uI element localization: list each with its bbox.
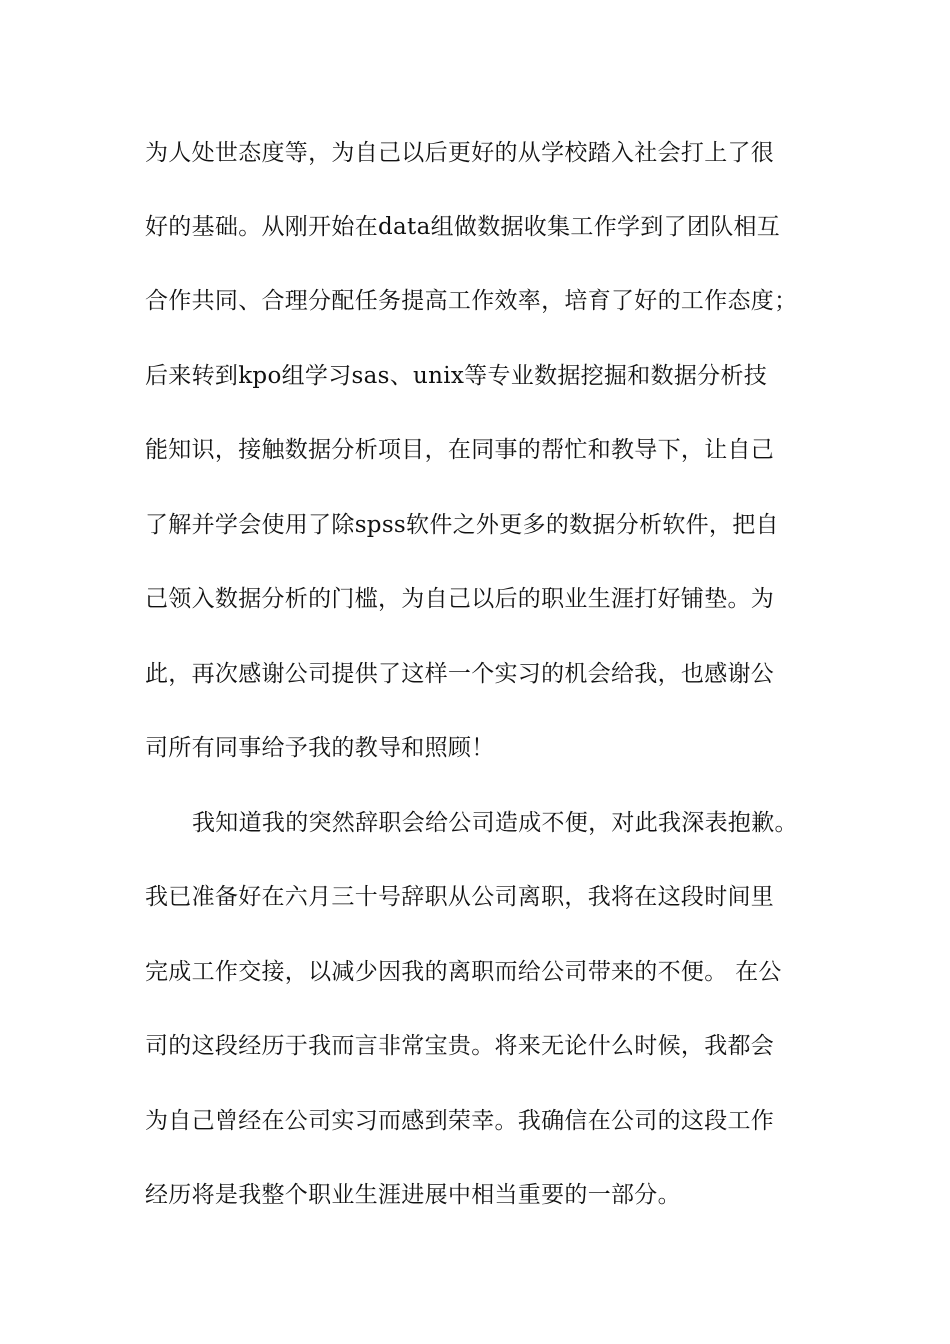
- text-line-10: 我知道我的突然辞职会给公司造成不便，对此我深表抱歉。: [192, 810, 798, 836]
- text-line-8: 此，再次感谢公司提供了这样一个实习的机会给我，也感谢公: [145, 661, 775, 687]
- text-line-2: 好的基础。从刚开始在data组做数据收集工作学到了团队相互: [145, 214, 781, 240]
- text-line-6: 了解并学会使用了除spss软件之外更多的数据分析软件，把自: [145, 512, 779, 538]
- text-line-7: 己领入数据分析的门槛，为自己以后的职业生涯打好铺垫。为: [145, 586, 775, 612]
- text-line-5: 能知识，接触数据分析项目，在同事的帮忙和教导下，让自己: [145, 437, 775, 463]
- text-line-14: 为自己曾经在公司实习而感到荣幸。我确信在公司的这段工作: [145, 1108, 775, 1134]
- text-line-12: 完成工作交接，以减少因我的离职而给公司带来的不便。 在公: [145, 959, 782, 985]
- text-line-3: 合作共同、合理分配任务提高工作效率，培育了好的工作态度；: [145, 288, 798, 314]
- text-line-1: 为人处世态度等，为自己以后更好的从学校踏入社会打上了很: [145, 140, 775, 166]
- text-line-13: 司的这段经历于我而言非常宝贵。将来无论什么时候，我都会: [145, 1033, 775, 1059]
- text-line-15: 经历将是我整个职业生涯进展中相当重要的一部分。: [145, 1182, 681, 1208]
- text-line-4: 后来转到kpo组学习sas、unix等专业数据挖掘和数据分析技: [145, 363, 768, 389]
- text-line-11: 我已准备好在六月三十号辞职从公司离职，我将在这段时间里: [145, 884, 775, 910]
- text-line-9: 司所有同事给予我的教导和照顾！: [145, 735, 495, 761]
